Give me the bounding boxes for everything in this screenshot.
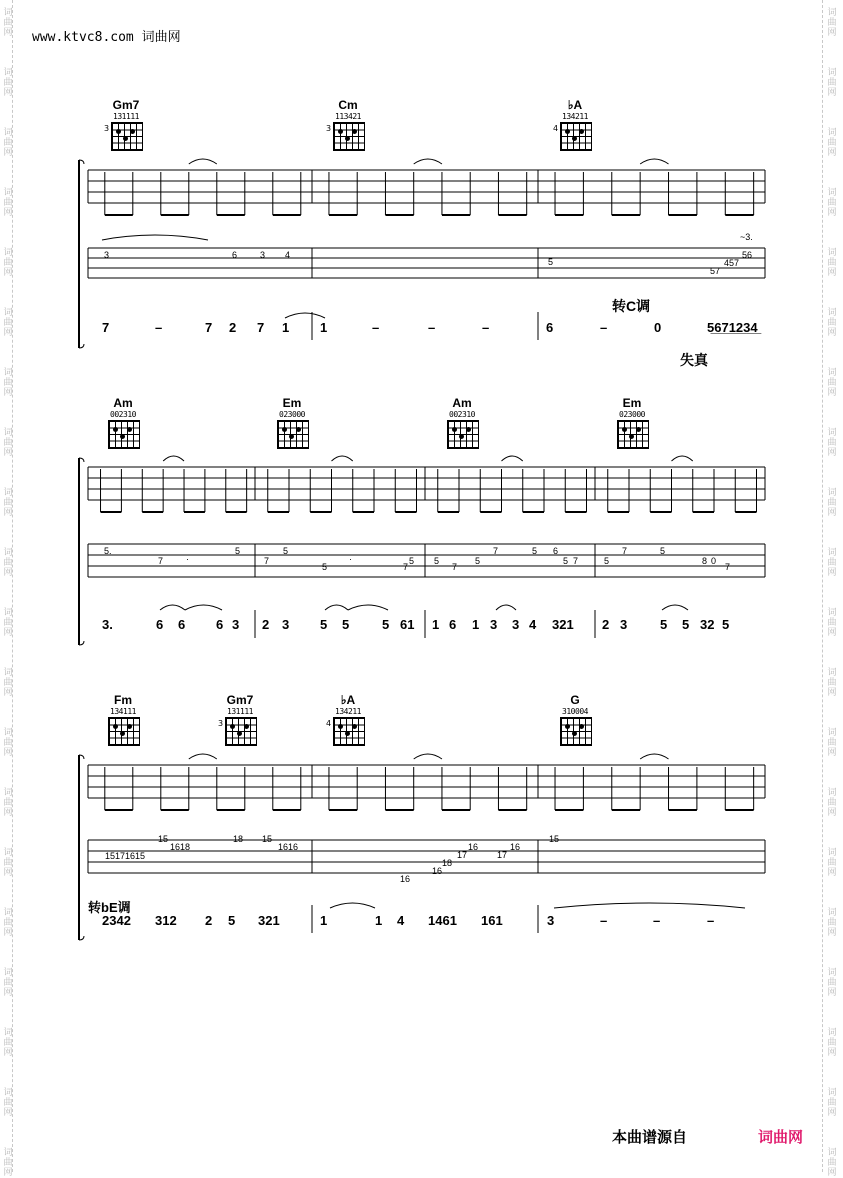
- numbered-note: 6: [449, 617, 457, 632]
- tie-arc: [189, 754, 217, 759]
- watermark-text: 词 曲 网: [827, 668, 837, 698]
- chord-fretboard-grid: [108, 717, 140, 746]
- tie-arc: [502, 456, 523, 461]
- chord-fretboard-grid: [333, 122, 365, 151]
- numbered-note: 2: [229, 320, 237, 335]
- finger-dot: [466, 427, 471, 432]
- tab-fret-number: 7: [573, 556, 579, 566]
- chord-name: ♭A: [340, 693, 356, 707]
- watermark-text: 词 曲 网: [3, 608, 13, 638]
- tab-fret-number: 17: [497, 850, 508, 860]
- tab-fret-number: 5: [434, 556, 440, 566]
- finger-dot: [230, 724, 235, 729]
- chord-fret-number: 3: [218, 719, 224, 728]
- tab-fret-number: 7: [493, 546, 499, 556]
- footer-brand-link[interactable]: 词曲网: [758, 1129, 804, 1146]
- numbered-note: 3: [282, 617, 290, 632]
- tab-fret-number: 18: [233, 834, 244, 844]
- chord-fingering: 310004: [562, 707, 588, 716]
- numbered-note: 6: [178, 617, 186, 632]
- tab-fret-number: 6: [553, 546, 559, 556]
- site-url-header: www.ktvc8.com 词曲网: [32, 30, 181, 45]
- chord-fret-number: 3: [104, 124, 110, 133]
- chord-name: Fm: [114, 693, 132, 707]
- finger-dot: [244, 724, 249, 729]
- watermark-text: 词 曲 网: [3, 728, 13, 758]
- watermark-text: 词 曲 网: [827, 68, 837, 98]
- tab-fret-number: 16: [432, 866, 443, 876]
- tab-fret-number: 5: [475, 556, 481, 566]
- numbered-note: 5: [228, 913, 236, 928]
- chord-fretboard-grid: [617, 420, 649, 449]
- numbered-note: 5̲6̲7̲1̲2̲3̲4̲: [707, 320, 758, 335]
- numbered-note: 1: [282, 320, 290, 335]
- watermark-text: 词 曲 网: [827, 368, 837, 398]
- numbered-note: 321: [258, 913, 280, 928]
- watermark-text: 词 曲 网: [827, 548, 837, 578]
- finger-dot: [622, 427, 627, 432]
- chord-fretboard-grid: [111, 122, 143, 151]
- numbered-note: –: [372, 320, 380, 335]
- finger-dot: [127, 427, 132, 432]
- chord-fret-number: 3: [326, 124, 332, 133]
- chord-name: Em: [282, 396, 302, 410]
- tab-fret-number: 7: [725, 562, 731, 572]
- watermark-text: 词 曲 网: [3, 788, 13, 818]
- numbered-note: 5: [660, 617, 668, 632]
- tab-fret-number: ·: [349, 554, 352, 564]
- chord-name: Cm: [338, 98, 358, 112]
- watermark-text: 词 曲 网: [827, 8, 837, 38]
- tie-arc: [496, 605, 516, 610]
- watermark-text: 词 曲 网: [827, 488, 837, 518]
- finger-dot: [127, 724, 132, 729]
- watermark-text: 词 曲 网: [827, 968, 837, 998]
- watermark-text: 词 曲 网: [3, 908, 13, 938]
- tab-fret-number: 18: [442, 858, 453, 868]
- numbered-note: 2342: [102, 913, 131, 928]
- numbered-note: –: [653, 913, 661, 928]
- watermark-text: 词 曲 网: [3, 308, 13, 338]
- finger-dot: [120, 731, 125, 736]
- tab-fret-number: 16: [510, 842, 521, 852]
- tab-fret-number: 1616: [278, 842, 299, 852]
- numbered-note: 6: [156, 617, 164, 632]
- finger-dot: [345, 731, 350, 736]
- tab-fret-number: 6: [232, 250, 238, 260]
- watermark-text: 词 曲 网: [827, 1088, 837, 1118]
- numbered-note: 1: [320, 913, 328, 928]
- numbered-note: 1: [472, 617, 480, 632]
- chord-name: Am: [452, 396, 472, 410]
- watermark-text: 词 曲 网: [3, 548, 13, 578]
- tab-fret-number: 17: [457, 850, 468, 860]
- tab-fret-number: 15: [549, 834, 560, 844]
- numbered-note: 161: [481, 913, 503, 928]
- numbered-note: 0: [654, 320, 662, 335]
- watermark-text: 词 曲 网: [827, 128, 837, 158]
- numbered-note: 3: [490, 617, 498, 632]
- tab-fret-number: 5: [563, 556, 569, 566]
- chord-fretboard-grid: [560, 717, 592, 746]
- tie-arc: [163, 456, 184, 461]
- numbered-note: –: [600, 913, 608, 928]
- watermark-text: 词 曲 网: [3, 8, 13, 38]
- chord-fingering: 131111: [227, 707, 253, 716]
- finger-dot: [579, 724, 584, 729]
- chord-fingering: 134111: [110, 707, 136, 716]
- distortion-label: 失真: [680, 352, 708, 368]
- numbered-note: 312: [155, 913, 177, 928]
- watermark-text: 词 曲 网: [827, 428, 837, 458]
- finger-dot: [120, 434, 125, 439]
- chord-name: Em: [622, 396, 642, 410]
- watermark-text: 词 曲 网: [827, 848, 837, 878]
- numbered-note: 1: [375, 913, 383, 928]
- chord-fingering: 002310: [110, 410, 136, 419]
- tab-fret-number: 15171615: [105, 851, 146, 861]
- tab-fret-number: 16: [468, 842, 479, 852]
- numbered-note: –: [707, 913, 715, 928]
- watermark-text: 词 曲 网: [3, 488, 13, 518]
- tie-arc: [640, 754, 668, 759]
- tab-fret-number: 0: [711, 556, 717, 566]
- finger-dot: [113, 427, 118, 432]
- chord-fret-number: 4: [553, 124, 559, 133]
- tab-fret-number: 7: [264, 556, 270, 566]
- watermark-text: 词 曲 网: [827, 788, 837, 818]
- tab-fret-number: 5: [532, 546, 538, 556]
- finger-dot: [452, 427, 457, 432]
- watermark-text: 词 曲 网: [3, 368, 13, 398]
- tab-fret-number: 5: [283, 546, 289, 556]
- watermark-text: 词 曲 网: [827, 1028, 837, 1058]
- finger-dot: [237, 731, 242, 736]
- tab-fret-number: 8: [702, 556, 708, 566]
- numbered-note: 61: [400, 617, 415, 632]
- tab-fret-number: 7: [452, 562, 458, 572]
- watermark-text: 词 曲 网: [827, 1148, 837, 1178]
- watermark-text: 词 曲 网: [3, 1028, 13, 1058]
- tie-arc: [640, 159, 668, 164]
- chord-fingering: 023000: [279, 410, 305, 419]
- chord-fret-number: 4: [326, 719, 332, 728]
- numbered-note: 5: [682, 617, 690, 632]
- chord-name: Am: [113, 396, 133, 410]
- numbered-note: 5: [342, 617, 350, 632]
- finger-dot: [629, 434, 634, 439]
- tie-arc: [414, 159, 442, 164]
- watermark-text: 词 曲 网: [3, 68, 13, 98]
- numbered-note: –: [155, 320, 163, 335]
- tab-fret-number: 7: [403, 562, 409, 572]
- chord-fretboard-grid: [108, 420, 140, 449]
- watermark-text: 词 曲 网: [827, 308, 837, 338]
- chord-fingering: 134211: [335, 707, 361, 716]
- watermark-text: 词 曲 网: [3, 188, 13, 218]
- watermark-text: 词 曲 网: [3, 968, 13, 998]
- tab-fret-number: 1618: [170, 842, 191, 852]
- tab-fret-number: 57: [710, 266, 721, 276]
- chord-fingering: 002310: [449, 410, 475, 419]
- finger-dot: [565, 724, 570, 729]
- numbered-note: 6: [546, 320, 554, 335]
- numbered-note: 2: [205, 913, 213, 928]
- chord-name: Gm7: [226, 693, 254, 707]
- tab-fret-number: 7: [622, 546, 628, 556]
- chord-fretboard-grid: [277, 420, 309, 449]
- finger-dot: [338, 724, 343, 729]
- tab-fret-number: 3: [260, 250, 266, 260]
- tab-fret-number: 457: [724, 258, 740, 268]
- numbered-note: 3: [547, 913, 555, 928]
- key-change-label-eb: 转bE调: [88, 900, 131, 915]
- finger-dot: [113, 724, 118, 729]
- finger-dot: [116, 129, 121, 134]
- watermark-text: 词 曲 网: [827, 248, 837, 278]
- footer-source-text: 本曲谱源自: [612, 1129, 688, 1146]
- chord-fingering: 113421: [335, 112, 361, 121]
- chord-fretboard-grid: [225, 717, 257, 746]
- numbered-note: 5: [382, 617, 390, 632]
- watermark-text: 词 曲 网: [3, 1148, 13, 1178]
- finger-dot: [636, 427, 641, 432]
- tab-fret-number: 5: [235, 546, 241, 556]
- tie-arc: [185, 605, 222, 610]
- tab-fret-number: 5: [322, 562, 328, 572]
- finger-dot: [130, 129, 135, 134]
- numbered-note: 5: [320, 617, 328, 632]
- numbered-note: 7: [102, 320, 110, 335]
- chord-fretboard-grid: [333, 717, 365, 746]
- watermark-text: 词 曲 网: [827, 188, 837, 218]
- watermark-text: 词 曲 网: [3, 428, 13, 458]
- numbered-note: 1461: [428, 913, 457, 928]
- numbered-note: 7: [257, 320, 265, 335]
- tie-arc: [285, 313, 325, 318]
- tie-arc: [662, 605, 688, 610]
- finger-dot: [572, 136, 577, 141]
- finger-dot: [352, 129, 357, 134]
- watermark-text: 词 曲 网: [827, 728, 837, 758]
- tab-fret-number: 7: [158, 556, 164, 566]
- tab-fret-number: 5: [548, 257, 554, 267]
- finger-dot: [296, 427, 301, 432]
- watermark-text: 词 曲 网: [827, 608, 837, 638]
- chord-fretboard-grid: [560, 122, 592, 151]
- tab-fret-number: 5: [604, 556, 610, 566]
- tie-arc: [672, 456, 693, 461]
- chord-fingering: 023000: [619, 410, 645, 419]
- numbered-note: –: [600, 320, 608, 335]
- tab-fret-number: ·: [186, 554, 189, 564]
- finger-dot: [338, 129, 343, 134]
- tie-arc: [348, 605, 388, 610]
- numbered-note: –: [428, 320, 436, 335]
- finger-dot: [289, 434, 294, 439]
- finger-dot: [579, 129, 584, 134]
- numbered-note: 3: [512, 617, 520, 632]
- tab-fret-number: 4: [285, 250, 291, 260]
- watermark-text: 词 曲 网: [3, 1088, 13, 1118]
- chord-name: ♭A: [567, 98, 583, 112]
- watermark-text: 词 曲 网: [3, 128, 13, 158]
- watermark-text: 词 曲 网: [3, 848, 13, 878]
- numbered-note: 7: [205, 320, 213, 335]
- tie-arc: [325, 605, 348, 610]
- tie-arc: [330, 903, 375, 908]
- numbered-note: –: [482, 320, 490, 335]
- watermark-text: 词 曲 网: [827, 908, 837, 938]
- tab-fret-number: 5: [409, 556, 415, 566]
- tab-fret-number: 16: [400, 874, 411, 884]
- chord-fingering: 131111: [113, 112, 139, 121]
- finger-dot: [565, 129, 570, 134]
- finger-dot: [282, 427, 287, 432]
- finger-dot: [352, 724, 357, 729]
- key-change-label-c: 转C调: [612, 298, 651, 314]
- numbered-note: 4: [529, 617, 537, 632]
- watermark-text: 词 曲 网: [3, 248, 13, 278]
- tab-fret-number: ~3.: [740, 232, 753, 242]
- tie-arc: [414, 754, 442, 759]
- numbered-note: 5: [722, 617, 730, 632]
- numbered-note: 3.: [102, 617, 113, 632]
- numbered-note: 32: [700, 617, 715, 632]
- numbered-note: 1: [320, 320, 328, 335]
- finger-dot: [345, 136, 350, 141]
- chord-name: Gm7: [112, 98, 140, 112]
- numbered-note: 4: [397, 913, 405, 928]
- numbered-note: 6: [216, 617, 224, 632]
- numbered-note: 1: [432, 617, 440, 632]
- tab-fret-number: 5.: [104, 546, 112, 556]
- tie-arc: [102, 235, 208, 240]
- chord-fingering: 134211: [562, 112, 588, 121]
- tab-fret-number: 56: [742, 250, 753, 260]
- chord-name: G: [570, 693, 580, 707]
- numbered-note: 2: [262, 617, 270, 632]
- tie-arc: [189, 159, 217, 164]
- tab-fret-number: 15: [262, 834, 273, 844]
- tie-arc: [332, 456, 353, 461]
- tie-arc: [554, 903, 745, 908]
- numbered-note: 3: [620, 617, 628, 632]
- numbered-note: 3: [232, 617, 240, 632]
- tab-fret-number: 15: [158, 834, 169, 844]
- tab-fret-number: 3: [104, 250, 110, 260]
- finger-dot: [572, 731, 577, 736]
- chord-fretboard-grid: [447, 420, 479, 449]
- numbered-note: 2: [602, 617, 610, 632]
- finger-dot: [123, 136, 128, 141]
- tab-fret-number: 5: [660, 546, 666, 556]
- tie-arc: [160, 605, 185, 610]
- watermark-text: 词 曲 网: [3, 668, 13, 698]
- finger-dot: [459, 434, 464, 439]
- numbered-note: 321: [552, 617, 574, 632]
